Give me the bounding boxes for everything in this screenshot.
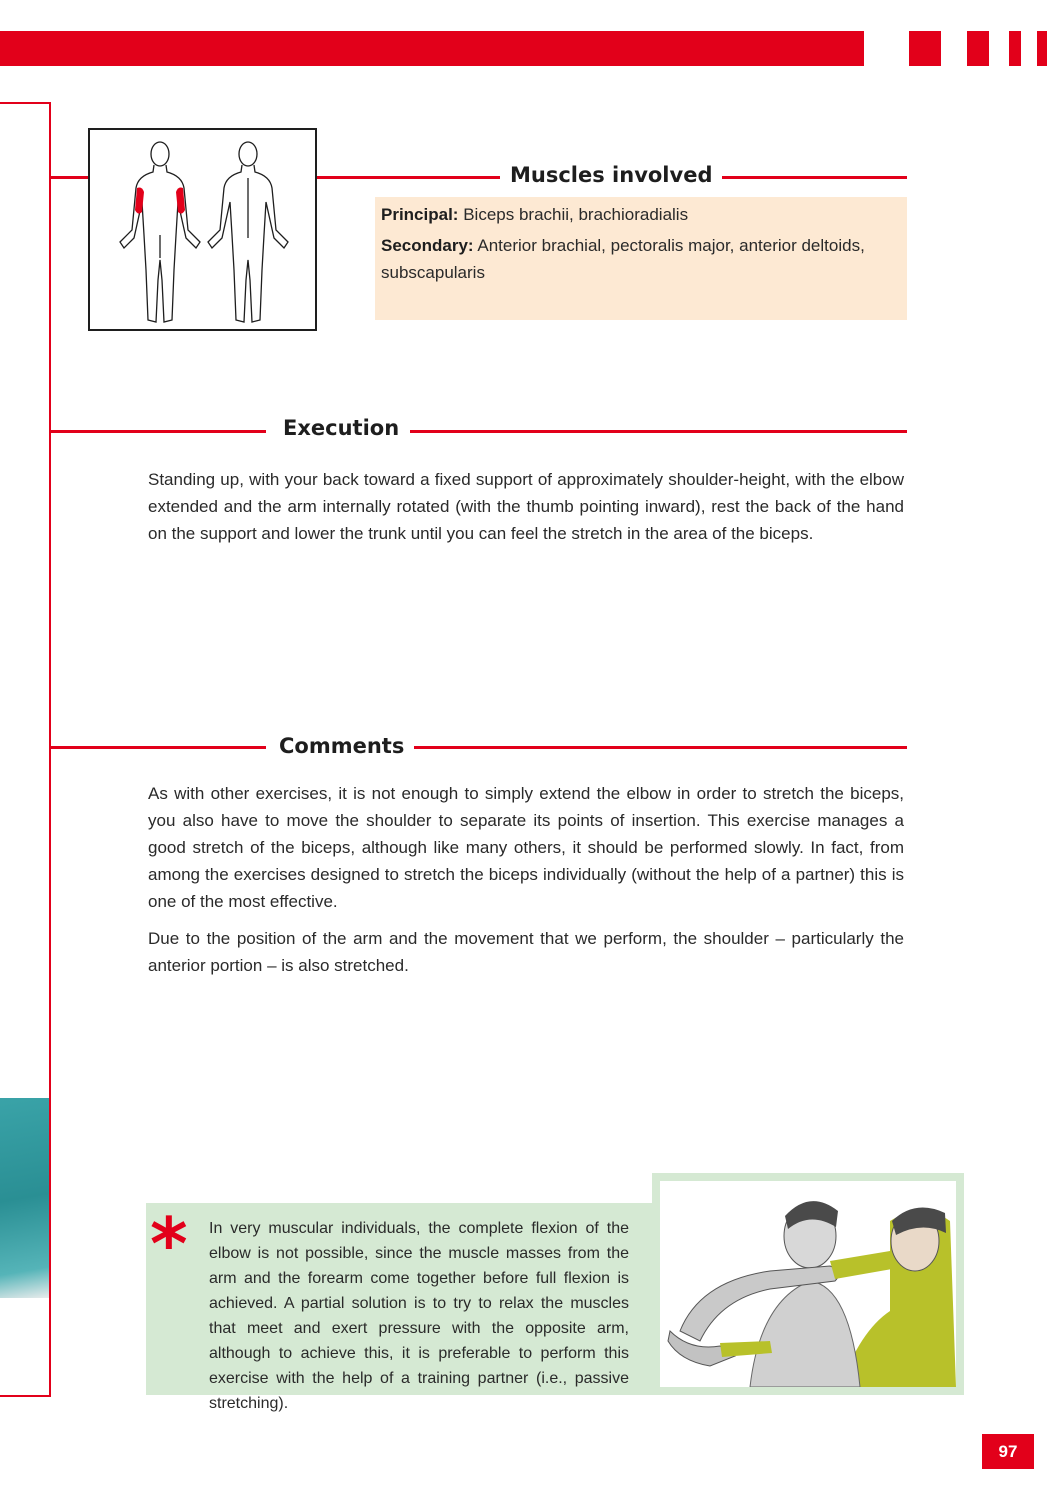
page-number: 97 — [982, 1434, 1034, 1469]
tip-text: In very muscular individuals, the complete flexion of the elbow is not possible, since the muscle masses from the arm and the forearm come together before full flexion is achieved. A partial solution is to try to relax the muscles that meet and exert pressure with the opposite arm, although to achieve this, it is preferable to perform this exercise with the help of a training partner (i.e., passive stretching). — [209, 1220, 629, 1412]
execution-title: Execution — [273, 416, 409, 440]
body-outline-svg — [90, 130, 315, 329]
execution-rule-right — [410, 430, 907, 433]
principal-label: Principal: — [381, 205, 459, 224]
comments-paragraph-2: Due to the position of the arm and the movement that we perform, the shoulder – particularly the anterior portion – is also stretched. — [148, 929, 904, 975]
header-bar — [0, 31, 864, 66]
photo-frame — [652, 1173, 964, 1395]
secondary-text: Anterior brachial, pectoralis major, anterior deltoids, subscapularis — [381, 236, 865, 282]
principal-text: Biceps brachii, brachioradialis — [463, 205, 689, 224]
comments-rule-left — [51, 746, 266, 749]
header-block-1 — [909, 31, 941, 66]
asterisk-icon: * — [150, 1202, 188, 1286]
execution-text: Standing up, with your back toward a fixed support of approximately shoulder-height, with the elbow extended and the arm internally rotated (with the thumb pointing inward), rest the back of the hand on the support and lower the trunk until you can feel the stretch in the area of the biceps. — [148, 470, 904, 543]
header-block-2 — [967, 31, 989, 66]
secondary-label: Secondary: — [381, 236, 474, 255]
comments-rule-right — [410, 746, 907, 749]
comments-paragraph-1: As with other exercises, it is not enough to simply extend the elbow in order to stretch the biceps, you also have to move the shoulder to separate its points of insertion. This exercise manages a good stretch of the biceps, although like many others, it should be performed slowly. In fact, from among the exercises designed to stretch the biceps individually (without the help of a partner) this is one of the most effective. — [148, 784, 904, 911]
muscles-title: Muscles involved — [500, 163, 722, 187]
header-block-3 — [1009, 31, 1021, 66]
partner-stretch-illustration — [660, 1181, 956, 1387]
anatomy-figure — [88, 128, 317, 331]
muscles-rule-left — [51, 176, 91, 179]
header-block-4 — [1037, 31, 1047, 66]
muscles-box — [375, 197, 907, 320]
comments-text — [148, 780, 904, 979]
execution-rule-left — [51, 430, 266, 433]
comments-title: Comments — [269, 734, 414, 758]
towel-fragment-image — [0, 1098, 49, 1298]
